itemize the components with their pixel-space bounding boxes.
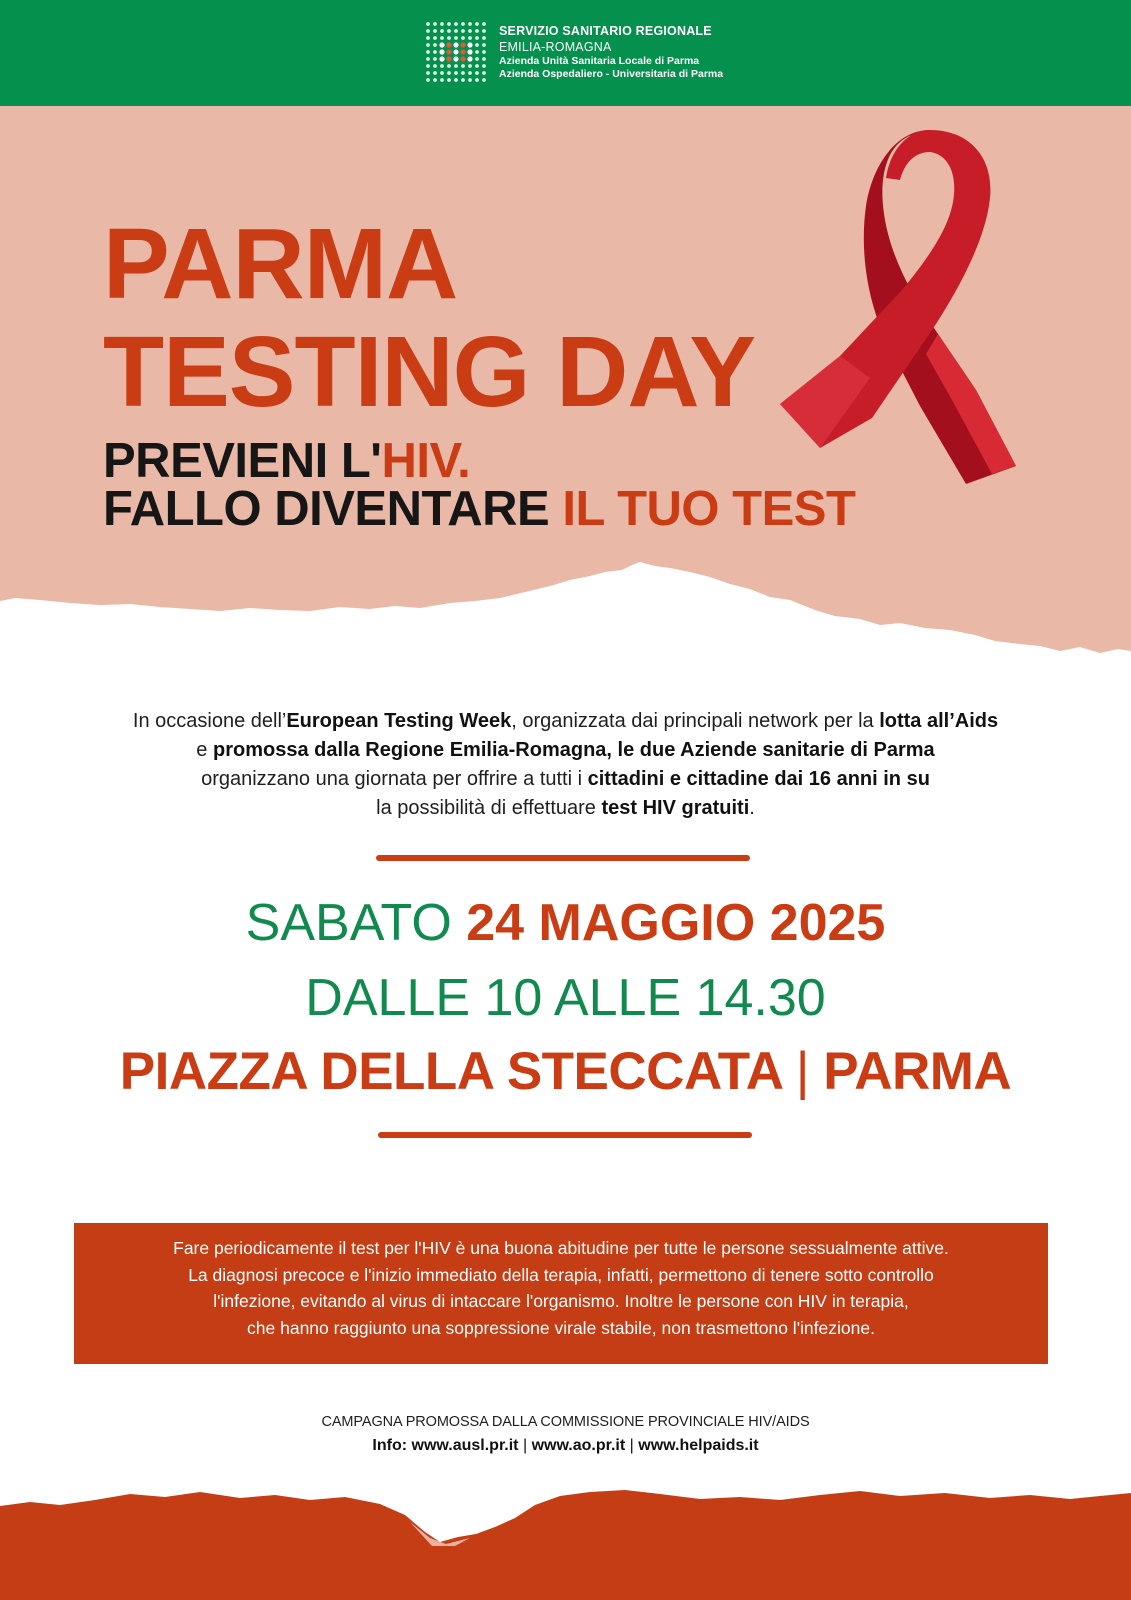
header-line-1: SERVIZIO SANITARIO REGIONALE — [499, 24, 712, 38]
red-ribbon-icon — [780, 128, 1040, 484]
intro-paragraph — [60, 707, 1071, 823]
info-line: Fare periodicamente il test per l'HIV è una buona abitudine per tutte le persone sessualmente attive. — [173, 1238, 949, 1258]
intro-text: organizzano una giornata per offrire a tutti i — [201, 768, 588, 790]
header-logo-text — [499, 24, 723, 82]
link-ausl[interactable]: www.ausl.pr.it — [411, 1437, 519, 1454]
header-line-4: Azienda Ospedaliero - Universitaria di Parma — [499, 68, 724, 81]
info-links — [0, 1437, 1131, 1455]
link-separator: | — [522, 1437, 528, 1454]
event-date — [0, 893, 1131, 953]
divider-bottom — [378, 1132, 752, 1138]
intro-bold: test HIV gratuiti — [601, 797, 750, 819]
subtitle-line-1 — [103, 434, 471, 488]
footer-torn-band — [0, 1480, 1131, 1600]
campaign-credit: CAMPAGNA PROMOSSA DALLA COMMISSIONE PROVINCIALE HIV/AIDS — [321, 1414, 810, 1430]
info-label: Info: — [372, 1437, 412, 1454]
intro-text: In occasione dell’ — [132, 710, 287, 732]
header-line-2: EMILIA-ROMAGNA — [499, 39, 612, 54]
intro-text: . — [749, 797, 755, 819]
info-line: che hanno raggiunto una soppressione virale stabile, non trasmettono l'infezione. — [247, 1317, 875, 1338]
link-separator: | — [629, 1437, 634, 1454]
intro-text: , organizzata dai principali network per la — [511, 710, 880, 732]
intro-bold: cittadini e cittadine dai 16 anni in su — [587, 768, 930, 790]
subtitle-il-tuo-test: IL TUO TEST — [562, 482, 856, 536]
subtitle-fallo: FALLO DIVENTARE — [103, 482, 563, 536]
regional-health-logo-icon — [425, 20, 487, 84]
subtitle-hiv: HIV. — [381, 434, 471, 488]
header-line-3: Azienda Unità Sanitaria Locale di Parma — [499, 55, 700, 68]
event-city: PARMA — [823, 1042, 1012, 1101]
intro-bold: European Testing Week — [286, 710, 512, 732]
intro-bold: promossa dalla Regione Emilia-Romagna, le due Aziende sanitarie di Parma — [212, 739, 935, 761]
divider-top — [376, 855, 750, 861]
info-line: La diagnosi precoce e l'inizio immediato della terapia, infatti, permettono di tenere sotto controllo — [188, 1264, 934, 1285]
info-box-text — [74, 1235, 1048, 1341]
place-separator: | — [795, 1042, 810, 1101]
link-helpaids[interactable]: www.helpaids.it — [638, 1437, 759, 1454]
title-line-1: PARMA — [103, 208, 458, 320]
event-day: SABATO — [245, 894, 467, 952]
intro-text: e — [196, 739, 213, 761]
info-line: l'infezione, evitando al virus di intaccare l'organismo. Inoltre le persone con HIV in terapia, — [213, 1291, 909, 1311]
event-square: PIAZZA DELLA STECCATA — [119, 1042, 782, 1101]
intro-bold: lotta all’Aids — [879, 710, 999, 732]
title-line-2: TESTING DAY — [103, 316, 756, 428]
event-place — [0, 1042, 1131, 1102]
event-full-date: 24 MAGGIO 2025 — [466, 894, 886, 952]
intro-text: la possibilità di effettuare — [376, 797, 602, 819]
subtitle-previeni: PREVIENI L' — [103, 434, 382, 488]
subtitle-line-2 — [103, 482, 856, 536]
link-ao[interactable]: www.ao.pr.it — [531, 1437, 626, 1454]
event-time: DALLE 10 ALLE 14.30 — [305, 969, 826, 1027]
